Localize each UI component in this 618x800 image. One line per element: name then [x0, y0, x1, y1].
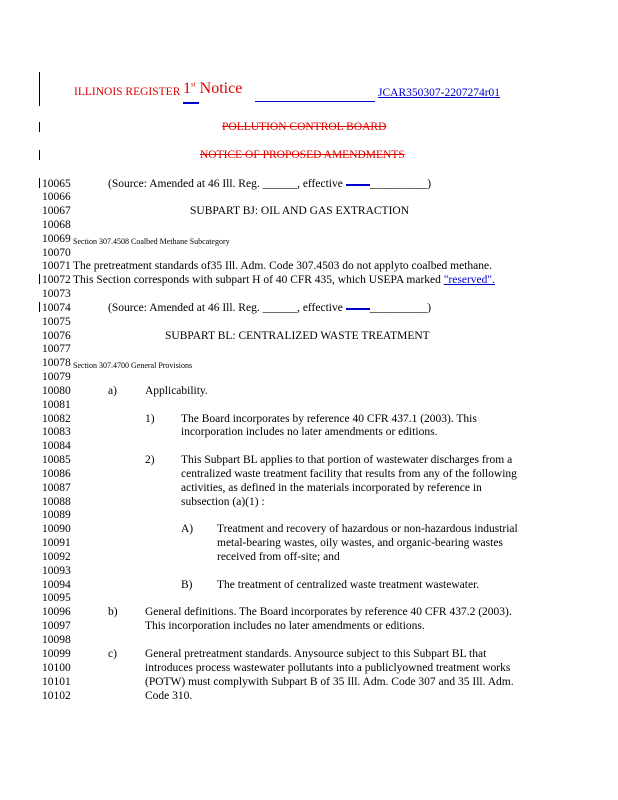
- subpart-heading: SUBPART BJ: OIL AND GAS EXTRACTION: [190, 205, 410, 217]
- notice-title: NOTICE OF PROPOSED AMENDMENTS: [200, 149, 405, 161]
- subsection-label: c): [108, 648, 117, 660]
- jcar-id: JCAR350307-2207274r01: [378, 87, 501, 99]
- change-bar: [39, 274, 40, 284]
- item-text: activities, as defined in the materials incorporated by reference in: [181, 482, 482, 494]
- line-number: 10083: [42, 426, 71, 438]
- change-bar: [39, 72, 40, 106]
- notice-label: Notice: [199, 80, 243, 97]
- line-number: 10101: [42, 676, 71, 688]
- line-number: 10088: [42, 496, 71, 508]
- line-number: 10085: [42, 454, 71, 466]
- line-number: 10095: [42, 592, 71, 604]
- change-bar: [39, 178, 40, 188]
- line-number: 10091: [42, 537, 71, 549]
- section-heading: Section 307.4700 General Provisions: [73, 361, 193, 370]
- issue-suffix: st: [191, 80, 196, 89]
- item-text: This Subpart BL applies to that portion of wastewater discharges from a: [181, 454, 513, 466]
- header-mark: [183, 102, 199, 104]
- source-note: [108, 302, 431, 315]
- subpart-heading: SUBPART BL: CENTRALIZED WASTE TREATMENT: [165, 330, 430, 342]
- line-number: 10093: [42, 565, 71, 577]
- line-number: 10075: [42, 316, 71, 328]
- line-number: 10072: [42, 274, 71, 286]
- source-close: __________): [369, 302, 432, 314]
- line-number: 10087: [42, 482, 71, 494]
- section-heading: Section 307.4508 Coalbed Methane Subcategory: [73, 237, 230, 246]
- line-number: 10071: [42, 260, 71, 272]
- issue-number: 1: [183, 80, 191, 97]
- line-number: 10073: [42, 288, 71, 300]
- subsection-text: General pretreatment standards. Anysource subject to this Subpart BL that: [145, 648, 487, 660]
- line-number: 10096: [42, 606, 71, 618]
- line-number: 10081: [42, 399, 71, 411]
- subitem-text: metal-bearing wastes, oily wastes, and organic-bearing wastes: [217, 537, 503, 549]
- header-underline: [255, 101, 375, 102]
- item-label: 2): [145, 454, 155, 466]
- item-text: centralized waste treatment facility that results from any of the following: [181, 468, 517, 480]
- subsection-text: This incorporation includes no later amendments or editions.: [145, 620, 425, 632]
- subitem-text: The treatment of centralized waste treatment wastewater.: [217, 579, 480, 591]
- line-number: 10092: [42, 551, 71, 563]
- register-label: ILLINOIS REGISTER: [74, 86, 181, 98]
- line-number: 10099: [42, 648, 71, 660]
- source-close: __________): [369, 178, 432, 190]
- change-bar: [39, 150, 40, 160]
- paragraph: [73, 274, 495, 287]
- subsection-label: b): [108, 606, 118, 618]
- line-number: 10074: [42, 302, 71, 314]
- line-number: 10080: [42, 385, 71, 397]
- subsection-text: Applicability.: [145, 385, 208, 397]
- subsection-text: introduces process wastewater pollutants into a publiclyowned treatment works: [145, 662, 511, 674]
- board-title: POLLUTION CONTROL BOARD: [222, 121, 387, 133]
- line-number: 10076: [42, 330, 71, 342]
- notice-header: [183, 80, 242, 98]
- inserted-period: .: [492, 274, 495, 286]
- line-number: 10090: [42, 523, 71, 535]
- register-header: [74, 86, 180, 98]
- line-number: 10082: [42, 413, 71, 425]
- change-bar: [39, 122, 40, 132]
- line-number: 10065: [42, 178, 71, 190]
- line-number: 10102: [42, 690, 71, 702]
- subsection-text: Code 310.: [145, 690, 193, 702]
- subitem-text: Treatment and recovery of hazardous or non-hazardous industrial: [217, 523, 518, 535]
- item-text: The Board incorporates by reference 40 CFR 437.1 (2003). This: [181, 413, 477, 425]
- line-number: 10078: [42, 357, 71, 369]
- effective-date-insert: [346, 308, 370, 310]
- subsection-label: a): [108, 385, 117, 397]
- line-number: 10068: [42, 219, 71, 231]
- subitem-label: B): [181, 579, 193, 591]
- line-number: 10067: [42, 205, 71, 217]
- line-number: 10097: [42, 620, 71, 632]
- effective-date-insert: [346, 184, 370, 186]
- line-number: 10084: [42, 440, 71, 452]
- inserted-text: "reserved": [443, 274, 493, 286]
- change-bar: [39, 302, 40, 312]
- source-text: (Source: Amended at 46 Ill. Reg. ______, effective: [108, 302, 346, 314]
- line-number: 10094: [42, 579, 71, 591]
- line-number: 10100: [42, 662, 71, 674]
- subitem-text: received from off-site; and: [217, 551, 340, 563]
- line-number: 10089: [42, 509, 71, 521]
- line-number: 10066: [42, 191, 71, 203]
- source-text: (Source: Amended at 46 Ill. Reg. ______, effective: [108, 178, 346, 190]
- line-number: 10086: [42, 468, 71, 480]
- line-number: 10070: [42, 247, 71, 259]
- item-text: subsection (a)(1) :: [181, 496, 265, 508]
- item-label: 1): [145, 413, 155, 425]
- subitem-label: A): [181, 523, 194, 535]
- line-number: 10098: [42, 634, 71, 646]
- subsection-text: (POTW) must complywith Subpart B of 35 Ill. Adm. Code 307 and 35 Ill. Adm.: [145, 676, 514, 688]
- line-number: 10079: [42, 371, 71, 383]
- source-note: [108, 178, 431, 191]
- line-number: 10069: [42, 233, 71, 245]
- item-text: incorporation includes no later amendments or editions.: [181, 426, 438, 438]
- paragraph: The pretreatment standards of35 Ill. Adm. Code 307.4503 do not applyto coalbed methane.: [73, 260, 493, 272]
- subsection-text: General definitions. The Board incorporates by reference 40 CFR 437.2 (2003).: [145, 606, 512, 618]
- paragraph-text: This Section corresponds with subpart H of 40 CFR 435, which USEPA marked: [73, 274, 444, 286]
- line-number: 10077: [42, 343, 71, 355]
